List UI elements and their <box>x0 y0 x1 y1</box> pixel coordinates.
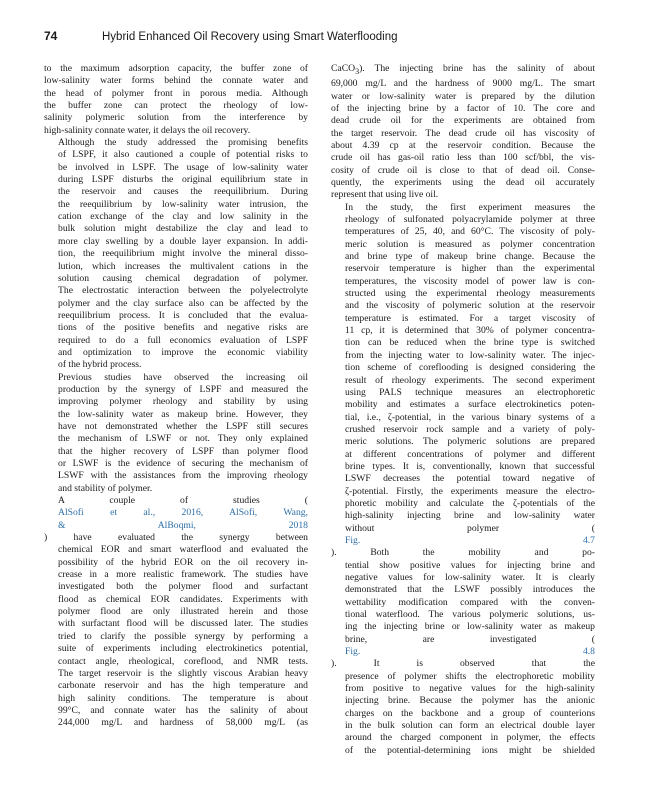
text-line: 11 cp, it is determined that 30% of polymer concentra- <box>345 325 595 337</box>
text-line: the target reservoir. The dead crude oil has viscosity of <box>331 127 595 139</box>
text-line: high-salinity connate water, it delays the oil recovery. <box>44 124 251 136</box>
text-line: structed using the experimental rheology measurements <box>345 288 595 300</box>
paragraph <box>44 495 308 730</box>
text-line: without polymer ( Fig. 4.7 ). Both the mobility and po- <box>331 522 595 559</box>
text-line: and stability of polymer. <box>58 482 153 494</box>
text-line: using PALS technique measures an electrophoretic <box>345 386 595 398</box>
text-line: and brine type of makeup brine change. Because the <box>345 251 595 263</box>
text-line: bulk solution might destabilize the clay and lead to <box>58 223 308 235</box>
text-line: 69,000 mg/L and the hardness of 9000 mg/L. The smart <box>331 78 595 90</box>
text-line: the reservoir and causes the reequilibrium. During <box>58 186 308 198</box>
text-line: temperatures of 25, 40, and 60°C. The viscosity of poly- <box>345 226 595 238</box>
text-line: brine types. It is, conventionally, known that successful <box>345 460 595 472</box>
text-line: tion, the reequilibrium might involve the mineral disso- <box>58 248 308 260</box>
text-line: meric solutions. The polymeric solutions are prepared <box>345 436 595 448</box>
text-line: polymer flood are only illustrated herein and those <box>58 606 308 618</box>
running-header <box>44 29 604 47</box>
text-line: 99°C, and connate water has the salinity of about <box>58 704 308 716</box>
running-title: Hybrid Enhanced Oil Recovery using Smart Waterflooding <box>102 31 398 43</box>
text-line: represent that using live oil. <box>331 189 439 201</box>
text-line: ing the injecting brine or low-salinity water as makeup <box>345 621 595 633</box>
text-line: phoretic mobility and calculate the ζ-potentials of the <box>345 497 595 509</box>
text-line: tion scheme of coreflooding is designed considering the <box>345 362 595 374</box>
text-line: cation exchange of the clay and low salinity in the <box>58 211 308 223</box>
text-line: with surfactant flood will be discussed later. The studies <box>58 618 308 630</box>
text-line: brine, are investigated ( Fig. 4.8 ). It is observed that the <box>331 633 595 670</box>
text-line: at different concentrations of polymer and different <box>345 448 595 460</box>
text-line: about 4.39 cp at the reservoir condition. Because the <box>331 139 595 151</box>
text-line: have not demonstrated whether the LSPF still secures <box>58 420 308 432</box>
paragraph <box>44 137 308 372</box>
text-line: of LSPF, it also cautioned a couple of potential risks to <box>58 149 308 161</box>
text-line: meric solution is measured as polymer concentration <box>345 238 595 250</box>
text-line: high salinity conditions. The temperature is about <box>58 692 308 704</box>
text-line: in the bulk solution can form an electrical double layer <box>345 720 595 732</box>
text-line: ζ-potential. Firstly, the experiments measure the electro- <box>345 485 595 497</box>
text-line: possibility of the hybrid EOR on the oil recovery in- <box>58 556 308 568</box>
text-line: tion can be reduced when the brine type is switched <box>345 337 595 349</box>
text-line: quently, the experiments using the dead oil accurately <box>331 177 595 189</box>
text-line: the mechanism of LSWF or not. They only explained <box>58 433 308 445</box>
text-line: the low-salinity water as makeup brine. However, they <box>58 408 308 420</box>
text-line: to the maximum adsorption capacity, the buffer zone of <box>44 63 308 74</box>
text-line: flood as chemical EOR candidates. Experiments with <box>58 593 308 605</box>
text-line: dead crude oil for the experiments are obtained from <box>331 115 595 127</box>
text-line: be involved in LSPF. The usage of low-salinity water <box>58 161 308 173</box>
right-text-column <box>331 63 595 757</box>
page-number: 74 <box>44 29 58 43</box>
text-line: rheology of sulfonated polyacrylamide polymer at three <box>345 214 595 226</box>
left-text-column <box>44 63 308 730</box>
text-line: required to do a full economics evaluation of LSPF <box>58 334 308 346</box>
text-line: tential show positive values for injecting brine and <box>345 559 595 571</box>
text-line: LSWF with the assistances from the improving rheology <box>58 470 308 482</box>
text-line: or LSWF is the evidence of securing the mechanism of <box>58 458 308 469</box>
text-line: reequilibrium process. It is concluded that the evalua- <box>58 309 308 321</box>
text-line: tional waterflood. The various polymeric solutions, us- <box>345 609 595 621</box>
text-line: improving polymer rheology and stability by using <box>58 396 308 408</box>
text-line: tial, i.e., ζ-potential, in the various binary systems of a <box>345 411 595 423</box>
text-line: The target reservoir is the slightly viscous Arabian heavy <box>58 667 308 679</box>
text-line: demonstrated that the LSWF possibly introduces the <box>345 584 595 596</box>
text-line: crease in a more realistic framework. The studies have <box>58 569 308 581</box>
text-line: The electrostatic interaction between the polyelectrolyte <box>58 285 308 297</box>
text-line: investigated both the polymer flood and surfactant <box>58 581 308 593</box>
text-line: result of rheology experiments. The second experiment <box>345 374 595 386</box>
text-line: low-salinity water forms behind the connate water and <box>44 75 308 87</box>
text-line: crude oil has gas-oil ratio less than 100 scf/bbl, the vis- <box>331 152 595 164</box>
text-line: carbonate reservoir and has the high temperature and <box>58 680 308 692</box>
text-line: charges on the backbone and a group of counterions <box>345 707 595 719</box>
text-line: injecting brine. Because the polymer has the anionic <box>345 695 595 707</box>
text-line: the buffer zone can protect the rheology of low- <box>44 100 308 112</box>
text-line: tried to clarify the possible synergy by performing a <box>58 630 308 642</box>
paragraph <box>44 372 308 495</box>
text-line: temperatures, the viscosity model of power law is con- <box>345 275 595 287</box>
text-line: suite of experiments including electrokinetics potential, <box>58 643 308 655</box>
text-line: negative values for low-salinity water. It is clearly <box>345 572 595 584</box>
text-line: In the study, the first experiment measures the <box>345 201 595 213</box>
text-line: more clay swelling by a double layer expansion. In addi- <box>58 235 308 247</box>
text-line: presence of polymer shifts the electrophoretic mobility <box>345 670 595 682</box>
text-line: 244,000 mg/L and hardness of 58,000 mg/L (as <box>58 717 308 729</box>
text-line: Previous studies have observed the increasing oil <box>58 371 308 383</box>
text-line: reservoir temperature is higher than the experimental <box>345 263 595 275</box>
text-line: wettability modification compared with the conven- <box>345 596 595 608</box>
text-line: lution, which increases the multivalent cations in the <box>58 260 308 272</box>
text-line: around the charged component in polymer, the effects <box>345 732 595 744</box>
text-line: tions of the positive benefits and negative risks are <box>58 322 308 334</box>
text-line: cosity of crude oil is close to that of dead oil. Conse- <box>331 164 595 176</box>
text-line: the reequilibrium by low-salinity water intrusion, the <box>58 198 308 210</box>
text-line: solution causing chemical degradation of polymer. <box>58 272 308 284</box>
text-line: salinity polymeric solution from the interference by <box>44 112 308 124</box>
text-line: crushed reservoir rock sample and a variety of poly- <box>345 423 595 435</box>
text-line: CaCO$_3$). The injecting brine has the salinity of about <box>331 63 595 76</box>
text-line: polymer and the clay surface also can be affected by the <box>58 297 308 309</box>
text-line: and optimization to improve the economic viability <box>58 346 308 358</box>
text-line: production by the synergy of LSPF and measured the <box>58 383 308 395</box>
text-line: high-salinity injecting brine and low-salinity water <box>345 510 595 522</box>
text-line: & AlBoqmi, 2018 ) have evaluated the synergy between <box>44 519 308 544</box>
text-line: during LSPF disturbs the original equilibrium state in <box>58 174 308 186</box>
text-line: of the hybrid process. <box>58 359 142 371</box>
text-line: the head of polymer front in porous media. Although <box>44 87 308 99</box>
text-line: and the viscosity of polymeric solution at the reservoir <box>345 300 595 312</box>
text-line: Although the study addressed the promising benefits <box>58 137 308 149</box>
text-line: that the higher recovery of LSPF than polymer flood <box>58 445 308 457</box>
paragraph <box>331 63 595 202</box>
text-line: temperature is estimated. For a target viscosity of <box>345 312 595 324</box>
text-line: from the injecting water to low-salinity water. The injec- <box>345 349 595 361</box>
text-line: mobility and estimates a surface electrokinetics poten- <box>345 399 595 411</box>
text-line: of the injecting brine by a factor of 10. The core and <box>331 102 595 114</box>
text-line: from positive to negative values for the high-salinity <box>345 683 595 695</box>
paragraph <box>331 202 595 757</box>
paragraph <box>44 63 308 137</box>
text-line: chemical EOR and smart waterflood and evaluated the <box>58 544 308 556</box>
text-line: of the potential-determining ions might be shielded <box>345 744 595 756</box>
text-line: water or low-salinity water is prepared by the dilution <box>331 90 595 102</box>
text-line: LSWF decreases the potential toward negative of <box>345 473 595 485</box>
text-line: A couple of studies ( AlSofi et al., 2016, AlSofi, Wang, <box>58 495 308 519</box>
text-line: contact angle, rheological, coreflood, and NMR tests. <box>58 655 308 667</box>
